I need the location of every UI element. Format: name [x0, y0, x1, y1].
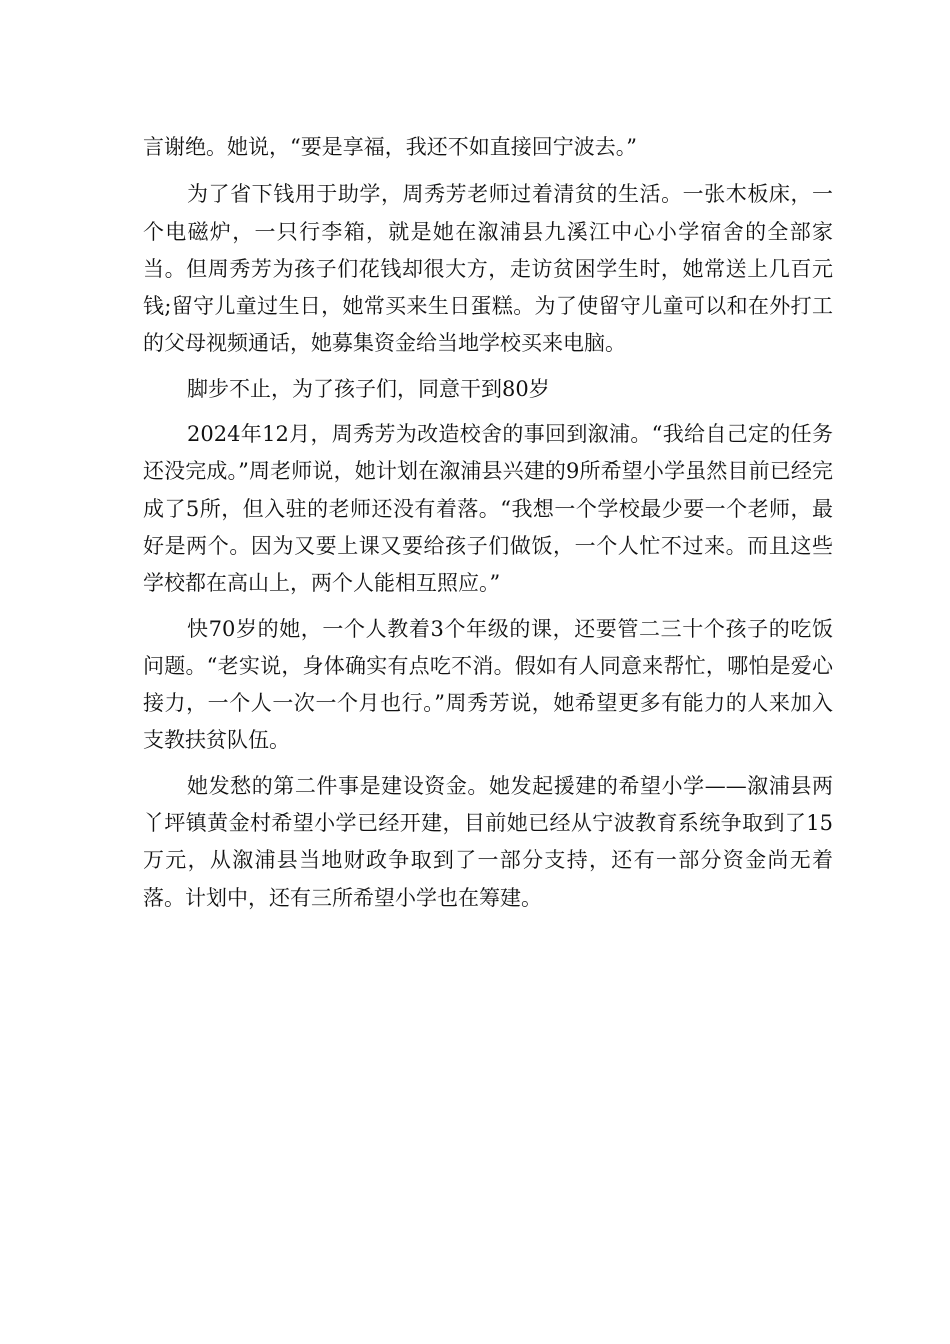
- paragraph-continuation: 言谢绝。她说，“要是享福，我还不如直接回宁波去。”: [143, 135, 637, 159]
- paragraph-return-to-xupu: 2024年12月，周秀芳为改造校舍的事回到溆浦。“我给自己定的任务还没完成。”周老师说，她计划在溆浦县兴建的9所希望小学虽然目前已经完成了5所，但入驻的老师还没有着落。“我想一个学校最少要一个老师，最好是两个。因为又要上课又要给孩子们做饭，一个人忙不过来。而且这些学校都在高山上，两个人能相互照应。”: [143, 422, 833, 596]
- paragraph-funding: 她发愁的第二件事是建设资金。她发起援建的希望小学——溆浦县两丫坪镇黄金村希望小学已经开建，目前她已经从宁波教育系统争取到了15万元，从溆浦县当地财政争取到了一部分支持，还有一部分资金尚无着落。计划中，还有三所希望小学也在筹建。: [143, 773, 833, 910]
- document-page: [143, 129, 833, 917]
- paragraph-frugal-life: 为了省下钱用于助学，周秀芳老师过着清贫的生活。一张木板床，一个电磁炉，一只行李箱，就是她在溆浦县九溪江中心小学宿舍的全部家当。但周秀芳为孩子们花钱却很大方，走访贫困学生时，她常送上几百元钱;留守儿童过生日，她常买来生日蛋糕。为了使留守儿童可以和在外打工的父母视频通话，她募集资金给当地学校买来电脑。: [143, 182, 833, 356]
- paragraph-teaching-load: 快70岁的她，一个人教着3个年级的课，还要管二三十个孩子的吃饭问题。“老实说，身体确实有点吃不消。假如有人同意来帮忙，哪怕是爱心接力，一个人一次一个月也行。”周秀芳说，她希望更多有能力的人来加入支教扶贫队伍。: [143, 616, 833, 753]
- section-heading: 脚步不止，为了孩子们，同意干到80岁: [187, 376, 550, 401]
